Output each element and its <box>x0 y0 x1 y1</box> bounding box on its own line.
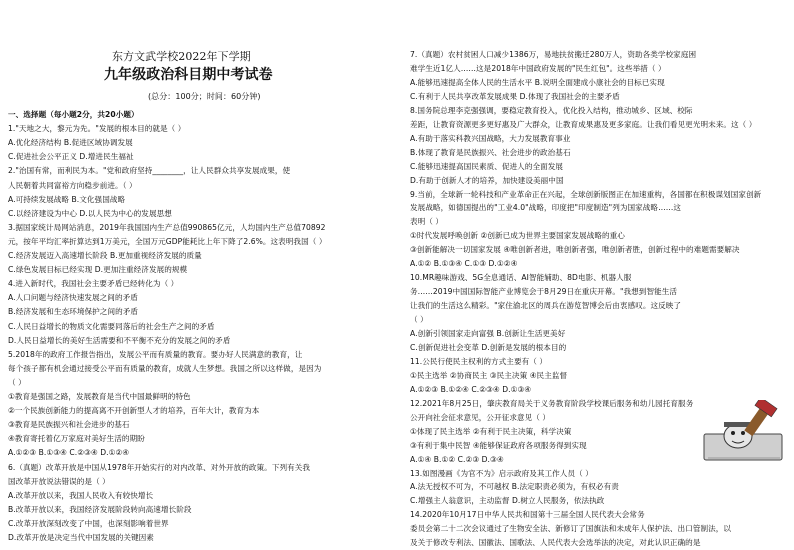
text-line: 差距，让教育资源更多更好惠及广大群众，让教育成果惠及更多家庭。让我们看见更光明未来。这（ ） <box>410 119 757 129</box>
text-line: （ ） <box>410 315 428 325</box>
text-line: 元，按年平均汇率折算达到1万美元，全国万元GDP能耗比上年下降了2.6%。这表明我国（ ） <box>8 236 327 246</box>
text-line: ③教育是民族振兴和社会进步的基石 <box>8 420 130 430</box>
text-line: 国改革开放说法错误的是（ ） <box>8 476 110 486</box>
text-line: 3.据国家统计局网站消息，2019年我国国内生产总值990865亿元，人均国内生产总值70892 <box>8 222 326 232</box>
text-line: D.有助于创新人才的培养，加快建设美丽中国 <box>410 175 564 185</box>
text-line: 让我们的生活这么精彩。"家住渝北区的周兵在游览智博会后由衷感叹。这反映了 <box>410 301 682 311</box>
text-line: （ ） <box>8 377 26 387</box>
text-line: D.改革开放是决定当代中国发展的关键因素 <box>8 533 154 542</box>
text-line: ④教育寄托着亿万家庭对美好生活的期盼 <box>8 434 145 444</box>
text-line: A.人口问题与经济快速发展之间的矛盾 <box>8 293 138 303</box>
text-line: A.法无授权不可为，不可越权 B.法定职责必须为，有权必有责 <box>410 482 619 492</box>
exam-title: 九年级政治科目期中考试卷 <box>104 67 273 83</box>
text-line: C.增强主人翁意识，主动监督 D.树立人民服务，依法执政 <box>410 496 605 506</box>
text-line: ③有利于集中民智 ④能够保证政府各项服务得到实现 <box>410 440 587 450</box>
text-line: C.促进社会公平正义 D.增进民生福祉 <box>8 152 134 162</box>
text-line: C.改革开放深刻改变了中国，也深刻影响着世界 <box>8 518 169 528</box>
text-line: 13.如图漫画《为官不为》启示政府及其工作人员（ ） <box>410 468 593 478</box>
text-line: 务……2019中国国际智能产业博览会于8月29日在重庆开幕。"我想到智能生活 <box>410 287 678 297</box>
text-line: 10.MR趣味游戏、5G全息通话、AI智能辅助、8D电影、机器人服 <box>410 273 632 283</box>
text-line: C.以经济建设为中心 D.以人民为中心的发展思想 <box>8 208 172 218</box>
text-line: ①时代发展呼唤创新 ②创新已成为世界主要国家发展战略的重心 <box>410 231 625 241</box>
text-line: C.经济发展迈入高速增长阶段 B.更加重视经济发展的质量 <box>8 251 202 260</box>
text-line: 难学生近1亿人……这是2018年中国政府发展的"民生红包"。这些举措（ ） <box>410 63 666 73</box>
text-line: C.绿色发展目标已经实现 D.更加注重经济发展的规模 <box>8 265 188 275</box>
text-line: ①体现了民主选举 ②有利于民主决策，科学决策 <box>410 426 572 436</box>
text-line: 公开向社会征求意见，公开征求意见（ ） <box>410 412 551 422</box>
cartoon-illustration <box>700 400 786 464</box>
text-line: A.改革开放以来，我国人民收入有较快增长 <box>8 490 154 500</box>
text-line: A.优化经济结构 B.促进区域协调发展 <box>8 138 133 148</box>
text-line: A.①④ B.①② C.②③ D.③④ <box>410 454 504 464</box>
text-line: 6.（真题）改革开放是中国从1978年开始实行的对内改革、对外开放的政策。下列有关我 <box>8 462 311 472</box>
text-line: ②一个民族创新能力的提高离不开创新型人才的培养，百年大计，教育为本 <box>8 406 260 416</box>
text-line: 及关于修改专利法、国徽法、国歌法、人民代表大会选举法的决定，对此认识正确的是 <box>410 538 701 548</box>
text-line: B.经济发展和生态环境保护之间的矛盾 <box>8 307 139 317</box>
text-line: A.有助于落实科教兴国战略，大力发展教育事业 <box>410 133 571 143</box>
text-line: C.人民日益增长的物质文化需要同落后的社会生产之间的矛盾 <box>8 321 215 331</box>
text-line: ③创新能解决一切国家发展 ④唯创新者进，唯创新者强，唯创新者胜，创新过程中的难题需要解决 <box>410 245 740 255</box>
text-line: ①民主选举 ②协商民主 ③民主决策 ④民主监督 <box>410 370 568 380</box>
text-line: 委员会第二十二次会议通过了生物安全法、新修订了国旗法和未成年人保护法、出口管制法，以 <box>410 524 732 534</box>
text-line: 2."治国有常，而利民为本。"党和政府坚持________，让人民群众共享发展成果，使 <box>8 166 291 176</box>
text-line: 表明（ ） <box>410 217 444 227</box>
text-line: 1."天地之大，黎元为先。"发展的根本目的就是（ ） <box>8 124 186 134</box>
text-line: 14.2020年10月17日中华人民共和国第十三届全国人民代表大会常务 <box>410 510 645 520</box>
text-line: A.能够迅速提高全体人民的生活水平 B.说明全面建成小康社会的目标已实现 <box>410 77 665 87</box>
text-line: 12.2021年8月25日，肇庆教育局关于义务教育阶段学校课后服务和幼儿园托育服务 <box>410 398 694 408</box>
text-line: A.创新引领国家走向富强 B.创新让生活更美好 <box>410 329 566 338</box>
text-line: C.有利于人民共享改革发展成果 D.体现了我国社会的主要矛盾 <box>410 91 620 101</box>
text-line: A.①② B.①③④ C.①③ D.①②④ <box>410 259 518 269</box>
text-line: C.能够迅速提高国民素质、促进人的全面发展 <box>410 161 564 171</box>
text-line: 7.（真题）农村贫困人口减少1386万，易地扶贫搬迁280万人，资助各类学校家庭困 <box>410 50 697 59</box>
school-name: 东方文武学校2022年下学期 <box>112 50 251 63</box>
text-line: 8.国务院总理李克强强调，要稳定教育投入，优化投入结构，推动城乡、区域、校际 <box>410 105 693 115</box>
text-line: 5.2018年的政府工作报告指出，发展公平而有质量的教育。要办好人民满意的教育，让 <box>8 349 303 359</box>
text-line: ①教育是强国之路，发展教育是当代中国最鲜明的特色 <box>8 392 191 401</box>
exam-info: (总分：100分；时间：60分钟) <box>148 92 261 101</box>
text-line: C.创新促进社会变革 D.创新是发展的根本目的 <box>410 342 567 352</box>
text-line: 人民朝着共同富裕方向稳步前进。（ ） <box>8 180 137 190</box>
text-line: A.①②③ B.①②④ C.②③④ D.①③④ <box>410 384 532 394</box>
text-line: 发展战略，如德国提出的"工业4.0"战略，印度把"印度制造"列为国家战略……这 <box>410 203 681 213</box>
text-line: B.改革开放以来，我国经济发展阶段转向高速增长阶段 <box>8 504 192 514</box>
text-line: 每个孩子都有机会通过接受公平而有质量的教育，成就人生梦想。我国之所以这样做，是因为 <box>8 363 322 373</box>
text-line: A.可持续发展战略 B.文化强国战略 <box>8 194 126 204</box>
text-line: 4.进入新时代，我国社会主要矛盾已经转化为（ ） <box>8 279 179 289</box>
text-line: A.①②③ B.①③④ C.②③④ D.①②④ <box>8 448 130 458</box>
text-line: 一、选择题（每小题2分，共20小题） <box>8 110 139 119</box>
text-line: D.人民日益增长的美好生活需要和不平衡不充分的发展之间的矛盾 <box>8 335 231 345</box>
text-line: 11.公民行使民主权利的方式主要有（ ） <box>410 356 547 366</box>
text-line: B.体现了教育是民族振兴、社会进步的政治基石 <box>410 147 571 157</box>
text-line: 9.当前，全球新一轮科技和产业革命正在兴起，全球创新版图正在加速重构，各国都在积极谋划国家创新 <box>410 189 762 199</box>
